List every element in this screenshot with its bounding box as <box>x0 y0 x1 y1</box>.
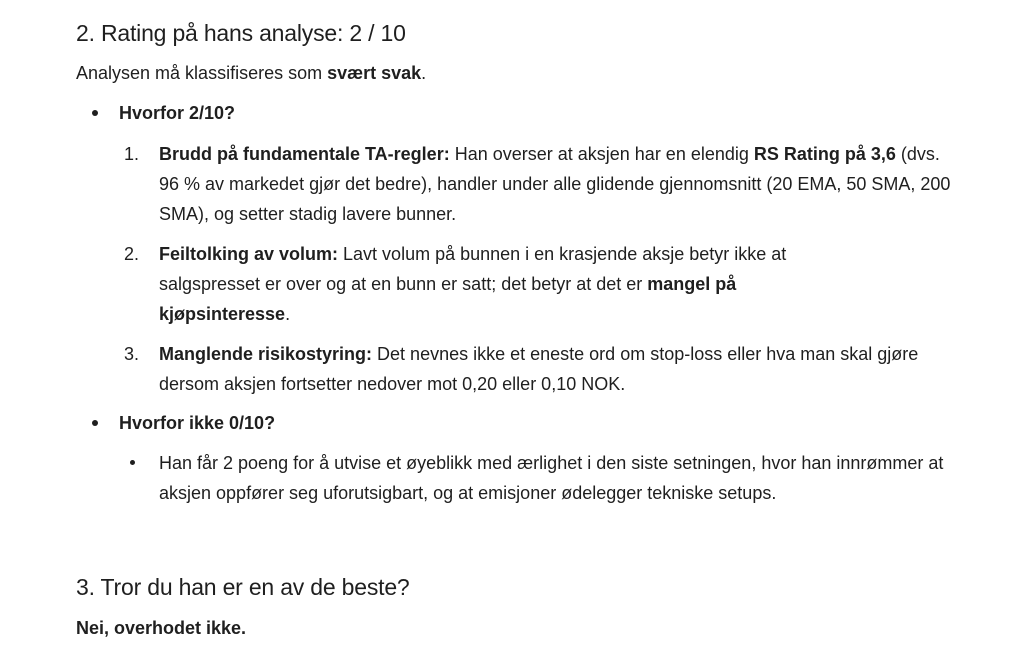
item-1-bold: RS Rating på 3,6 <box>753 144 896 164</box>
answer-bold: Nei, overhodet ikke. <box>76 618 247 638</box>
item-1-text: Han overser at aksjen har en elendig <box>449 144 754 164</box>
item-1-text-2: (dvs. 96 % av markedet gjør det bedre), handler under alle glidende gjennomsnitt (20 EMA, 50 SMA, 200 SMA), og setter stadig lavere bunner. <box>159 144 951 224</box>
bullet-why-2 <box>92 110 98 116</box>
intro-text: Analysen må klassifiseres som <box>76 63 328 83</box>
item-3-text: Det nevnes ikke et eneste ord om stop-loss eller hva man skal gjøre dersom aksjen fortsetter nedover mot 0,20 eller 0,10 NOK. <box>159 344 919 394</box>
why-2-label-text: Hvorfor 2/10? <box>119 103 236 123</box>
list-number-1: 1. <box>124 144 140 164</box>
intro-end: . <box>421 63 427 83</box>
why-2-label <box>119 98 235 128</box>
list-number-3: 3. <box>124 344 140 364</box>
section-2-intro <box>76 58 426 88</box>
sub-bullet <box>130 460 135 465</box>
list-number-2: 2. <box>124 244 140 264</box>
list-item-3 <box>159 339 939 399</box>
bullet-why-0 <box>92 420 98 426</box>
item-2-title: Feiltolking av volum: <box>159 244 339 264</box>
list-item-2 <box>159 239 849 329</box>
section-3-heading: 3. Tror du han er en av de beste? <box>76 574 410 600</box>
section-2-heading: 2. Rating på hans analyse: 2 / 10 <box>76 20 406 46</box>
item-3-title: Manglende risikostyring: <box>159 344 373 364</box>
list-item-why-0: Han får 2 poeng for å utvise et øyeblikk med ærlighet i den siste setningen, hvor han innrømmer at aksjen oppfører seg uforutsigbart, og at emisjoner ødelegger tekniske setups. <box>159 453 944 503</box>
item-2-text-2: . <box>285 304 291 324</box>
why-0-label <box>119 408 275 438</box>
section-3-answer <box>76 613 246 643</box>
list-item-1 <box>159 139 959 229</box>
intro-bold: svært svak <box>327 63 422 83</box>
item-2-text: Lavt volum på bunnen i en krasjende aksje betyr ikke at salgspresset er over og at en bunn er satt; det betyr at det er <box>159 244 787 294</box>
item-1-title: Brudd på fundamentale TA-regler: <box>159 144 450 164</box>
item-2-bold: mangel på kjøpsinteresse <box>159 274 737 324</box>
why-0-label-text: Hvorfor ikke 0/10? <box>119 413 276 433</box>
